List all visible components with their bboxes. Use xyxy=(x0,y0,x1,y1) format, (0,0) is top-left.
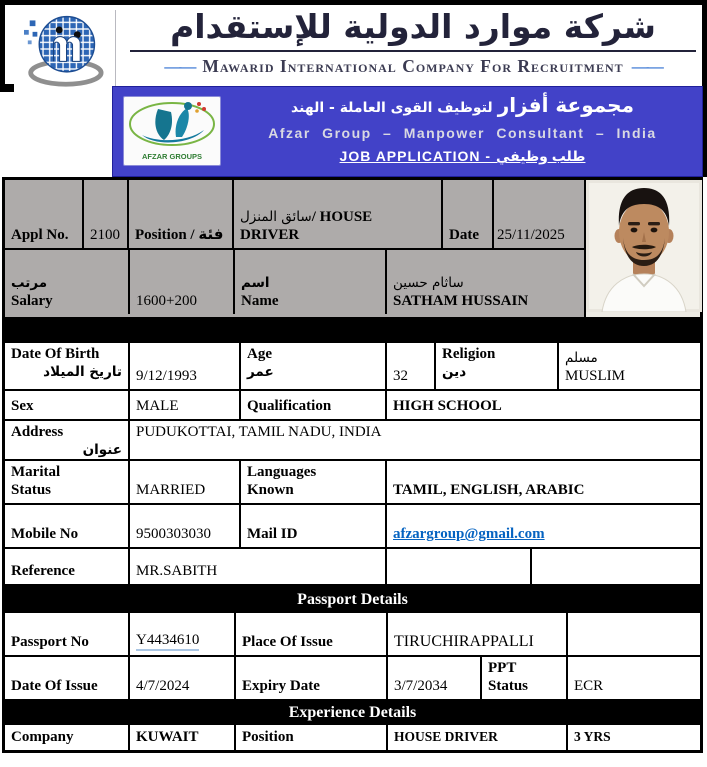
dob-label: Date Of Birth xyxy=(11,346,100,362)
reference-empty-cell-1 xyxy=(387,549,532,584)
age-value-cell xyxy=(387,343,436,389)
dob-label-ar: تاريخ الميلاد xyxy=(43,364,122,380)
reference-value: MR.SABITH xyxy=(136,563,218,579)
banner-text xyxy=(231,92,694,165)
reference-value-cell xyxy=(130,549,387,584)
expiry-date-value-cell xyxy=(388,657,482,699)
age-label-cell xyxy=(241,343,387,389)
sex-label-cell xyxy=(5,391,130,419)
header-divider xyxy=(115,10,116,86)
name-label-cell xyxy=(235,250,387,314)
mail-value-cell xyxy=(387,505,700,547)
address-label: Address xyxy=(11,424,64,440)
title-rule xyxy=(130,50,696,52)
salary-label-cell xyxy=(5,250,130,314)
religion-value-ar: مسلم xyxy=(565,350,598,366)
place-of-issue-label-cell xyxy=(236,613,388,655)
religion-label: Religion xyxy=(442,346,496,362)
header-border-tick xyxy=(0,84,14,92)
application-top-section xyxy=(5,180,700,317)
languages-value: TAMIL, ENGLISH, ARABIC xyxy=(393,482,585,498)
afzar-logo-caption: AFZAR GROUPS xyxy=(142,152,202,161)
position-label: Position / فئة xyxy=(135,225,224,243)
exp-position-value-cell xyxy=(388,725,568,750)
name-label: Name xyxy=(241,293,279,309)
company-title-block xyxy=(128,6,698,77)
company-title-arabic: شركة موارد الدولية للإستقدام xyxy=(170,7,656,46)
religion-value: MUSLIM xyxy=(565,368,626,384)
salary-label: Salary xyxy=(11,293,53,309)
experience-section-title: Experience Details xyxy=(288,704,417,721)
salary-label-ar: مرتب xyxy=(11,275,48,291)
passport-empty-cell xyxy=(568,613,700,655)
passport-no-label: Passport No xyxy=(11,634,89,650)
banner-arabic-line xyxy=(231,92,694,121)
row-appl-position-date xyxy=(5,180,584,250)
exp-position-label: Position xyxy=(242,728,294,745)
expiry-date-label-cell xyxy=(236,657,388,699)
reference-label-cell xyxy=(5,549,130,584)
age-label-ar: عمر xyxy=(247,364,274,380)
date-value: 25/11/2025 xyxy=(497,227,565,243)
sex-value-cell xyxy=(130,391,241,419)
passport-no-value-cell xyxy=(130,613,236,655)
exp-position-value: HOUSE DRIVER xyxy=(394,728,498,744)
exp-years-cell xyxy=(568,725,700,750)
ppt-status-label: PPT Status xyxy=(488,660,529,694)
row-issue-expiry-ppt xyxy=(5,657,700,701)
applicant-photo xyxy=(584,180,700,317)
section-divider-band xyxy=(5,317,700,343)
company-label: Company xyxy=(11,728,74,745)
sex-value: MALE xyxy=(136,398,179,414)
exp-position-label-cell xyxy=(236,725,388,750)
reference-empty-cell-2 xyxy=(532,549,700,584)
religion-label-ar: دين xyxy=(442,364,467,380)
appl-no-label-cell xyxy=(5,180,84,248)
marital-label-cell xyxy=(5,461,130,503)
banner-arabic-main: مجموعة أفزار xyxy=(497,93,634,117)
place-of-issue-value: TIRUCHIRAPPALLI xyxy=(394,633,534,650)
expiry-date-value: 3/7/2034 xyxy=(394,678,448,694)
date-label: Date xyxy=(449,227,479,243)
passport-no-label-cell xyxy=(5,613,130,655)
salary-value-cell xyxy=(130,250,235,314)
row-salary-name xyxy=(5,250,584,314)
name-value-cell xyxy=(387,250,584,314)
mail-link[interactable]: afzargroup@gmail.com xyxy=(393,526,545,542)
row-address xyxy=(5,421,700,461)
dob-label-cell xyxy=(5,343,130,389)
dob-value: 9/12/1993 xyxy=(136,368,197,384)
mail-label: Mail ID xyxy=(247,526,298,542)
date-of-issue-label: Date Of Issue xyxy=(11,678,98,694)
place-of-issue-value-cell xyxy=(388,613,568,655)
qualification-label: Qualification xyxy=(247,398,332,414)
name-label-ar: اسم xyxy=(241,275,270,291)
salary-value: 1600+200 xyxy=(136,293,197,309)
appl-no-value-cell xyxy=(84,180,129,248)
address-value-cell xyxy=(130,421,700,459)
passport-section-header xyxy=(5,586,700,613)
sex-label: Sex xyxy=(11,398,34,414)
title-dash-left: —— xyxy=(164,56,195,76)
banner-job-application: JOB APPLICATION - طلب وظيفي xyxy=(339,148,586,164)
ppt-status-value: ECR xyxy=(574,678,604,694)
name-value-ar: ساثام حسين xyxy=(393,275,464,291)
age-value: 32 xyxy=(393,368,408,384)
header-border-left xyxy=(0,0,5,92)
reference-label: Reference xyxy=(11,563,75,579)
religion-value-cell xyxy=(559,343,700,389)
row-reference xyxy=(5,549,700,586)
row-dob-age-religion xyxy=(5,343,700,391)
name-value: SATHAM HUSSAIN xyxy=(393,293,529,309)
date-of-issue-label-cell xyxy=(5,657,130,699)
languages-value-cell xyxy=(387,461,700,503)
experience-section-header xyxy=(5,701,700,725)
date-value-cell xyxy=(494,180,584,248)
mobile-label-cell xyxy=(5,505,130,547)
row-sex-qualification xyxy=(5,391,700,421)
header-border-top xyxy=(0,0,707,5)
position-value-cell xyxy=(234,180,443,248)
passport-section-title: Passport Details xyxy=(297,590,408,608)
marital-value: MARRIED xyxy=(136,482,206,498)
company-label-cell xyxy=(5,725,130,750)
afzar-banner xyxy=(112,86,703,177)
title-dash-right: —— xyxy=(631,56,662,76)
age-label: Age xyxy=(247,346,272,362)
marital-value-cell xyxy=(130,461,241,503)
row-passport-no xyxy=(5,613,700,657)
date-of-issue-value-cell xyxy=(130,657,236,699)
languages-label: Languages Known xyxy=(247,464,317,498)
mail-label-cell xyxy=(241,505,387,547)
banner-arabic-sub: لتوظيف القوى العاملة - الهند xyxy=(291,100,493,116)
mawarid-globe-logo-icon xyxy=(16,9,112,89)
date-of-issue-value: 4/7/2024 xyxy=(136,678,190,694)
expiry-date-label: Expiry Date xyxy=(242,678,320,694)
qualification-value-cell xyxy=(387,391,700,419)
date-label-cell xyxy=(443,180,494,248)
row-mobile-mail xyxy=(5,505,700,549)
mobile-label: Mobile No xyxy=(11,526,79,542)
address-label-ar: عنوان xyxy=(82,442,122,458)
position-label-cell xyxy=(129,180,234,248)
mobile-value: 9500303030 xyxy=(136,526,211,542)
ppt-status-value-cell xyxy=(568,657,700,699)
company-value: KUWAIT xyxy=(136,728,199,745)
address-label-cell xyxy=(5,421,130,459)
place-of-issue-label: Place Of Issue xyxy=(242,634,333,650)
afzar-group-logo-icon xyxy=(123,96,221,166)
application-form-table xyxy=(2,177,703,753)
languages-label-cell xyxy=(241,461,387,503)
address-value: PUDUKOTTAI, TAMIL NADU, INDIA xyxy=(136,424,382,440)
dob-value-cell xyxy=(130,343,241,389)
passport-no-value: Y4434610 xyxy=(136,631,199,651)
religion-label-cell xyxy=(436,343,559,389)
mobile-value-cell xyxy=(130,505,241,547)
row-marital-languages xyxy=(5,461,700,505)
qualification-value: HIGH SCHOOL xyxy=(393,398,502,414)
row-experience xyxy=(5,725,700,750)
marital-label: Marital Status xyxy=(11,464,61,498)
appl-no-value: 2100 xyxy=(90,227,120,243)
exp-years-value: 3 YRS xyxy=(574,728,611,744)
qualification-label-cell xyxy=(241,391,387,419)
position-value: سائق المنزل/ HOUSE DRIVER xyxy=(240,209,373,243)
banner-english-line: Afzar Group – Manpower Consultant – India xyxy=(268,125,657,141)
company-value-cell xyxy=(130,725,236,750)
company-title-english: Mawarid International Company For Recruitment xyxy=(202,56,624,76)
ppt-status-label-cell xyxy=(482,657,568,699)
appl-no-label: Appl No. xyxy=(11,227,69,243)
